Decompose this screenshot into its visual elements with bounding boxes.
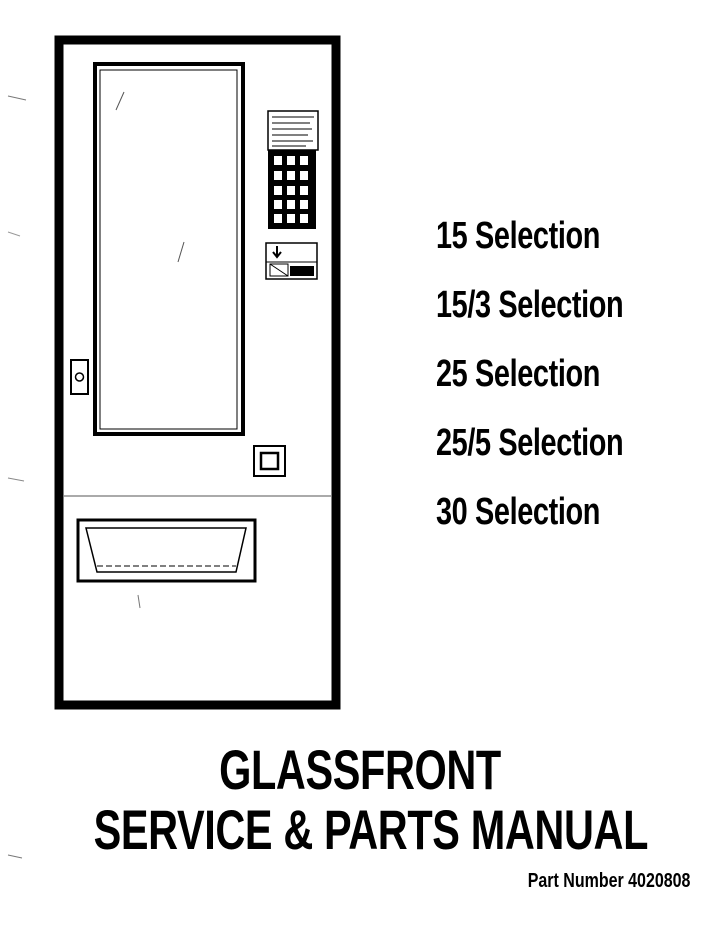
- selection-item-25: 25 Selection: [436, 353, 600, 395]
- selection-list: [436, 208, 716, 553]
- title-line-service-parts-manual: SERVICE & PARTS MANUAL: [93, 798, 649, 861]
- selection-item-30: 30 Selection: [436, 491, 600, 533]
- glass-window: [95, 64, 243, 434]
- door-lock: [71, 360, 88, 394]
- part-number: Part Number 4020808: [527, 870, 690, 892]
- title-line-glassfront: GLASSFRONT: [219, 738, 501, 801]
- selection-item-15-3: 15/3 Selection: [436, 284, 624, 326]
- selection-item-15: 15 Selection: [436, 215, 600, 257]
- manual-title: [0, 740, 720, 860]
- selection-item-25-5: 25/5 Selection: [436, 422, 624, 464]
